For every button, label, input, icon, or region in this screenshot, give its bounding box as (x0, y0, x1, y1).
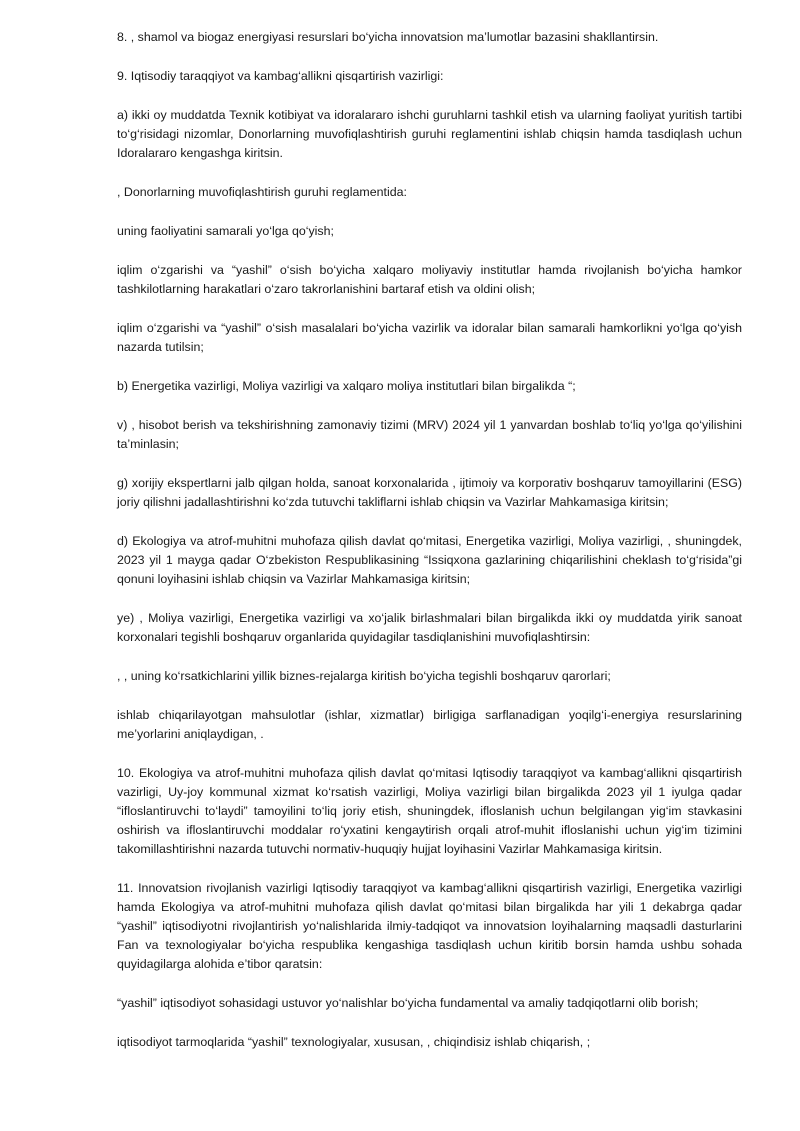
paragraph-bullet-business-plans: , , uning ko‘rsatkichlarini yillik biznes-rejalarga kiritish bo‘yicha tegishli boshqaruv qarorlari; (117, 669, 611, 683)
paragraph-item-9a: a) ikki oy muddatda Texnik kotibiyat va idoralararo ishchi guruhlarni tashkil etish va ularning faoliyat yuritish tartibi to‘g‘risidagi nizomlar, Donorlarning muvofiqlashtirish guruhi reglamentini ishlab chiqsin hamda tasdiqlash uchun Idoralararo kengashga kiritsin. (117, 108, 742, 160)
paragraph-bullet-climate-institutions: iqlim o‘zgarishi va “yashil” o‘sish bo‘yicha xalqaro moliyaviy institutlar hamda rivojlanish bo‘yicha hamkor tashkilotlarning harakatlari o‘zaro takrorlanishini bartaraf etish va oldini olish; (117, 263, 742, 296)
paragraph-bullet-green-research: “yashil” iqtisodiyot sohasidagi ustuvor yo‘nalishlar bo‘yicha fundamental va amaliy tadqiqotlarni olib borish; (117, 996, 699, 1010)
paragraph-donor-reglament: , Donorlarning muvofiqlashtirish guruhi reglamentida: (117, 185, 407, 199)
paragraph-item-9d: d) Ekologiya va atrof-muhitni muhofaza qilish davlat qo‘mitasi, Energetika vazirligi, Moliya vazirligi, , shuningdek, 2023 yil 1 mayga qadar O‘zbekiston Respublikasining “Issiqxona gazlarining chiqarilishini cheklash to‘g‘risida”gi qonuni loyihasini ishlab chiqsin va Vazirlar Mahkamasiga kiritsin; (117, 534, 742, 586)
paragraph-item-10: 10. Ekologiya va atrof-muhitni muhofaza qilish davlat qo‘mitasi Iqtisodiy taraqqiyot va kambag‘allikni qisqartirish vazirligi, Uy-joy kommunal xizmat ko‘rsatish vazirligi, Moliya vazirligi bilan birgalikda 2023 yil 1 iyulga qadar “ifloslantiruvchi to‘laydi” tamoyilini to‘liq joriy etish, shuningdek, ifloslanish uchun belgilangan yig‘im stavkasini oshirish va ifloslantiruvchi moddalar ro‘yxatini kengaytirish orqali atrof-muhit ifloslanishi uchun yig‘im tizimini takomillashtirishni nazarda tutuvchi normativ-huquqiy hujjat loyihasini Vazirlar Mahkamasiga kiritsin. (117, 766, 742, 856)
paragraph-item-8: 8. , shamol va biogaz energiyasi resurslari bo‘yicha innovatsion ma’lumotlar bazasini shakllantirsin. (117, 30, 659, 44)
paragraph-bullet-energy-norms: ishlab chiqarilayotgan mahsulotlar (ishlar, xizmatlar) birligiga sarflanadigan yoqilg‘i-energiya resurslarining me’yorlarini aniqlaydigan, . (117, 708, 742, 741)
paragraph-item-9-heading: 9. Iqtisodiy taraqqiyot va kambag‘allikni qisqartirish vazirligi: (117, 69, 444, 83)
paragraph-item-11: 11. Innovatsion rivojlanish vazirligi Iqtisodiy taraqqiyot va kambag‘allikni qisqartirish vazirligi, Energetika vazirligi hamda Ekologiya va atrof-muhitni muhofaza qilish davlat qo‘mitasi bilan birgalikda har yili 1 dekabrga qadar “yashil” iqtisodiyotni rivojlantirish yo‘nalishlarida ilmiy-tadqiqot va innovatsion loyihalarning maqsadli dasturlarini Fan va texnologiyalar bo‘yicha respublika kengashiga tasdiqlash uchun kiritib borsin hamda ushbu sohada quyidagilarga alohida e’tibor qaratsin: (117, 881, 742, 971)
document-page (117, 28, 742, 1072)
paragraph-item-9g: g) xorijiy ekspertlarni jalb qilgan holda, sanoat korxonalarida , ijtimoiy va korporativ boshqaruv tamoyillarini (ESG) joriy qilishni jadallashtirishni ko‘zda tutuvchi takliflarni ishlab chiqsin va Vazirlar Mahkamasiga kiritsin; (117, 476, 742, 509)
paragraph-item-9v: v) , hisobot berish va tekshirishning zamonaviy tizimi (MRV) 2024 yil 1 yanvardan boshlab to‘liq yo‘lga qo‘yilishini ta’minlasin; (117, 418, 742, 451)
paragraph-item-9ye: ye) , Moliya vazirligi, Energetika vazirligi va xo‘jalik birlashmalari bilan birgalikda ikki oy muddatda yirik sanoat korxonalari tegishli boshqaruv organlarida quyidagilar tasdiqlanishini muvofiqlashtirsin: (117, 611, 742, 644)
paragraph-bullet-activity: uning faoliyatini samarali yo‘lga qo‘yish; (117, 224, 334, 238)
paragraph-item-9b: b) Energetika vazirligi, Moliya vazirligi va xalqaro moliya institutlari bilan birgalikda “; (117, 379, 576, 393)
paragraph-bullet-green-technologies: iqtisodiyot tarmoqlarida “yashil” texnologiyalar, xususan, , chiqindisiz ishlab chiqarish, ; (117, 1035, 591, 1049)
paragraph-bullet-cooperation: iqlim o‘zgarishi va “yashil” o‘sish masalalari bo‘yicha vazirlik va idoralar bilan samarali hamkorlikni yo‘lga qo‘yish nazarda tutilsin; (117, 321, 742, 354)
